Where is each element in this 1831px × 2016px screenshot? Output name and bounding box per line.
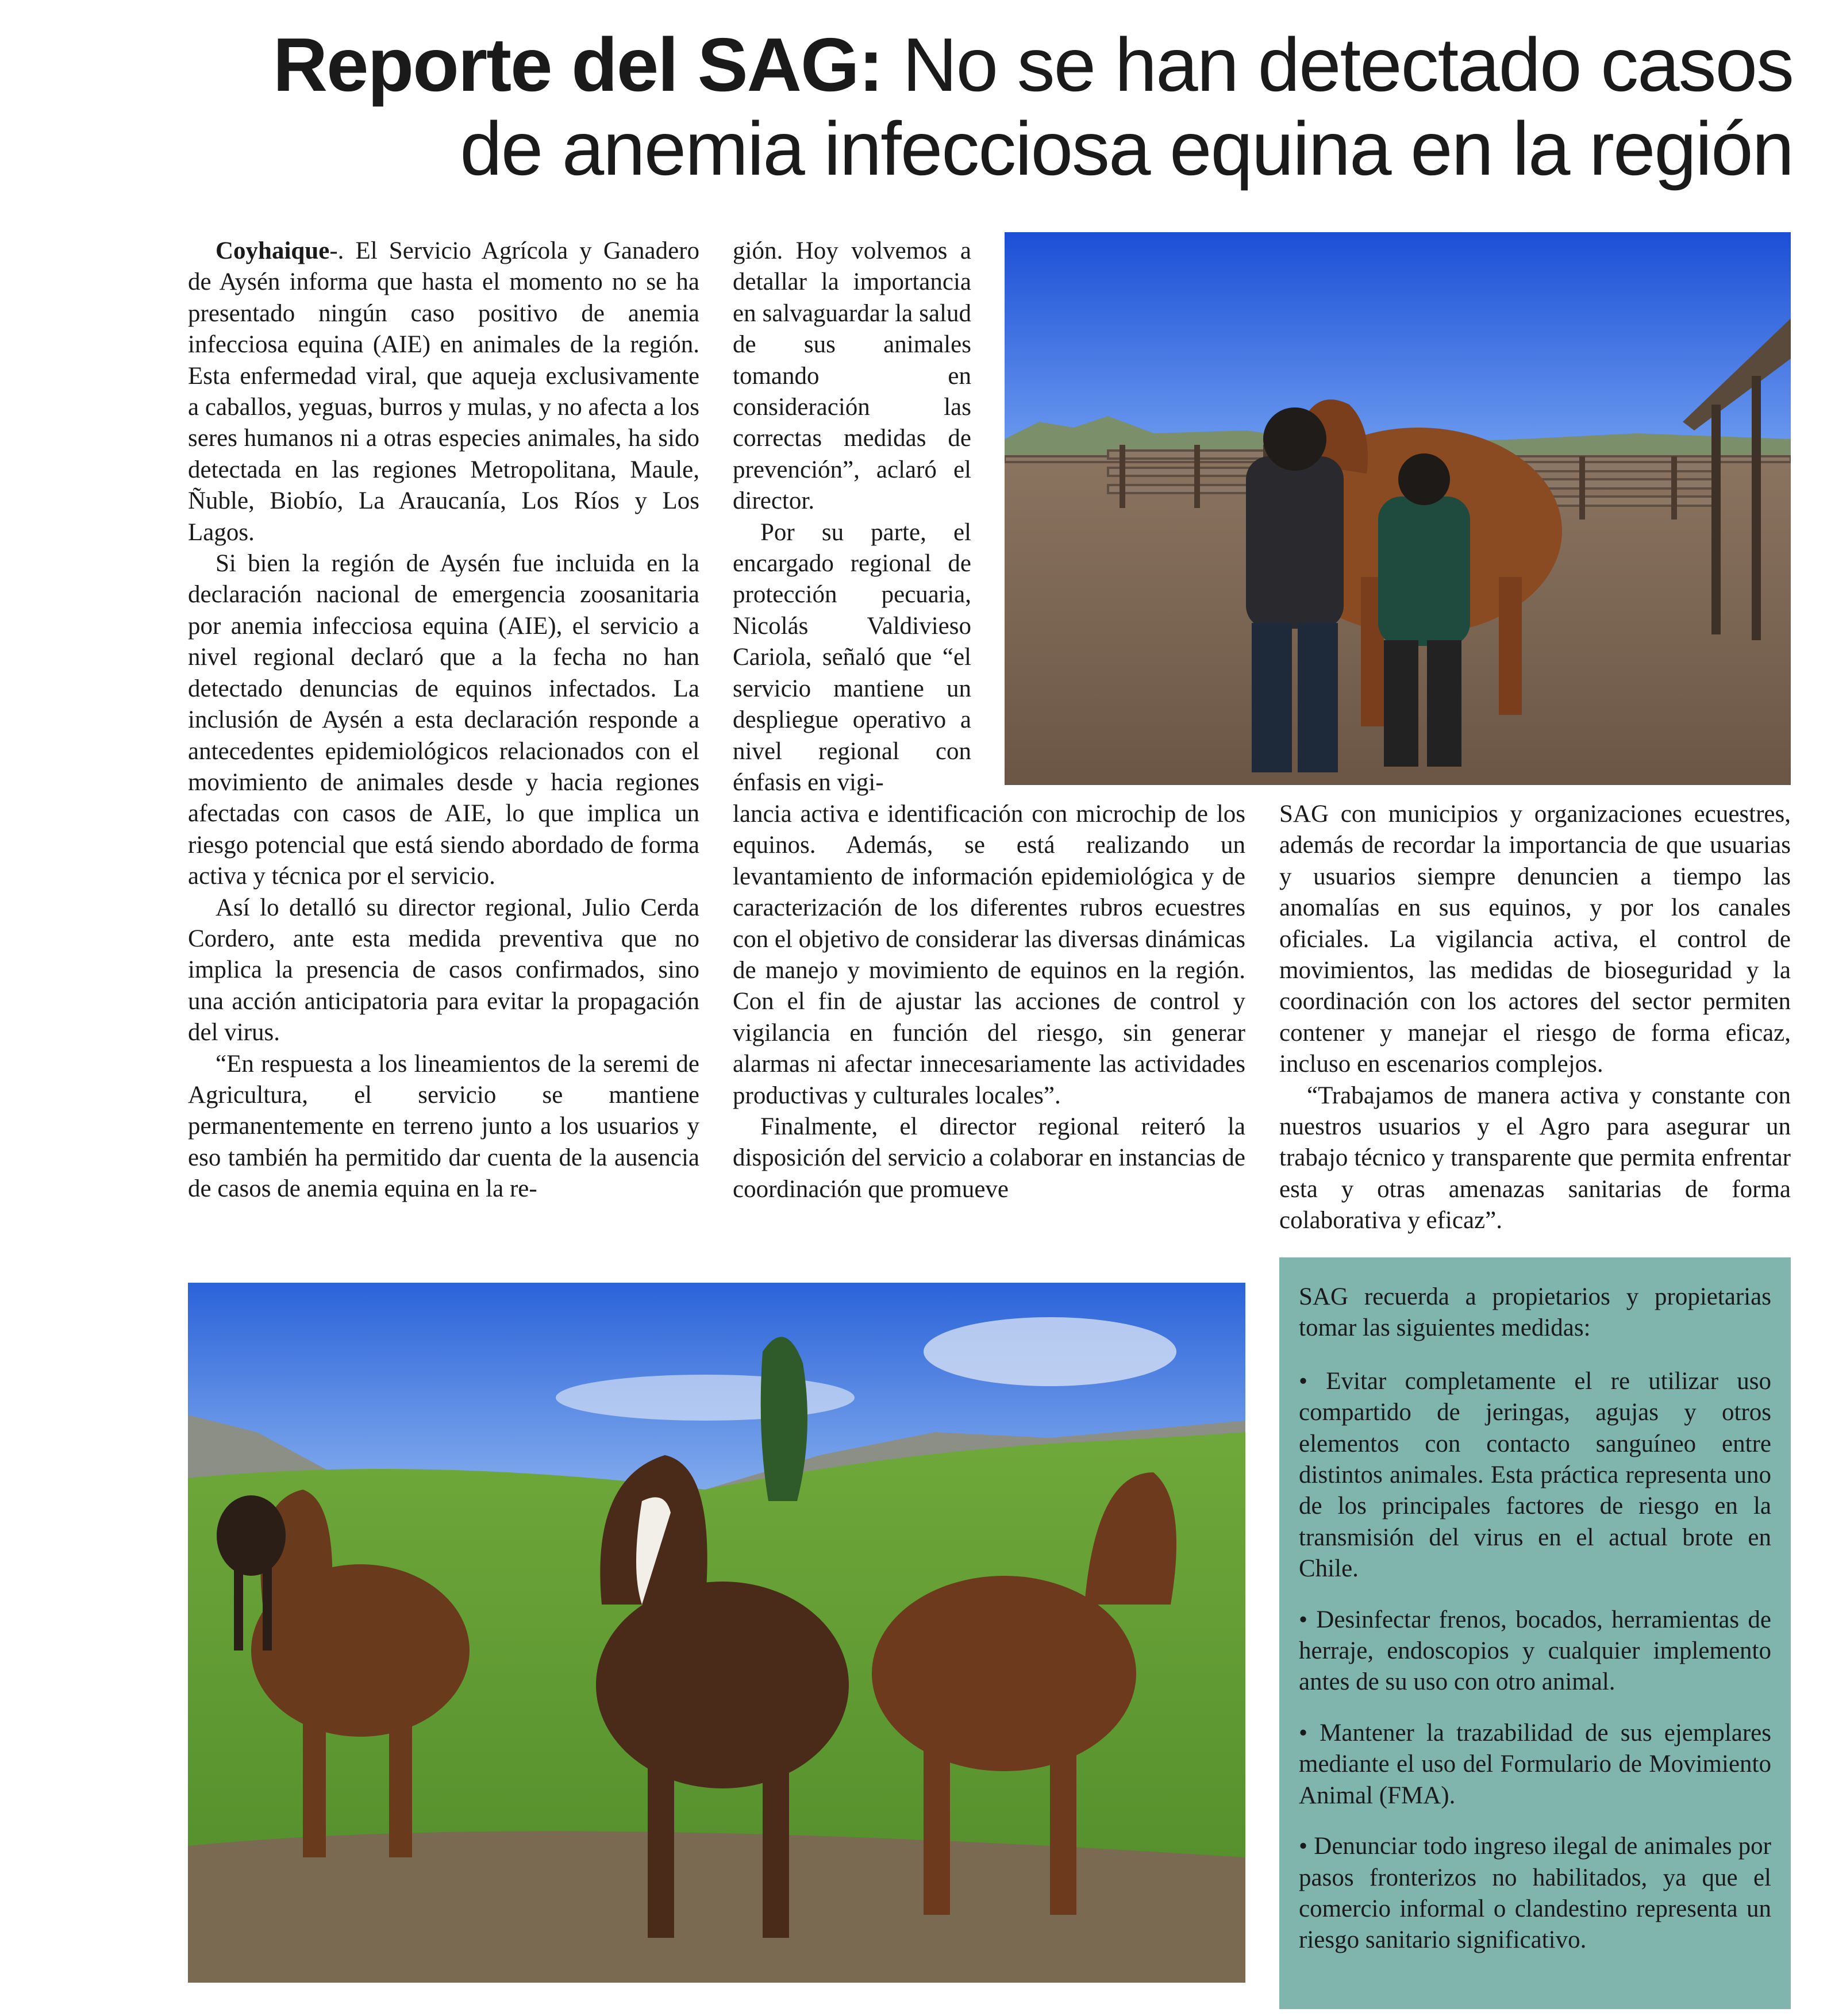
infobox-bullet-3: • Mantener la trazabilidad de sus ejemplares mediante el uso del Formulario de Movimiento Animal (FMA). <box>1299 1719 1771 1809</box>
photo-corral-inspection <box>1005 232 1791 785</box>
article-paragraph-4-continued: gión. Hoy volvemos a detallar la importancia en salvaguardar la salud de sus animales tomando en consideración las correctas medidas de prevención”, aclaró el director. <box>733 237 971 515</box>
article-column-1 <box>188 236 699 1205</box>
article-paragraph-5: Por su parte, el encargado regional de protección pecuaria, Nicolás Valdivieso Cariola, señaló que “el servicio mantiene un despliegue operativo a nivel regional con énfasis en vigi- <box>733 518 971 796</box>
article-paragraph-1-text: -. El Servicio Agrícola y Ganadero de Aysén informa que hasta el momento no se ha presentado ningún caso positivo de anemia infecciosa equina (AIE) en animales de la región. Esta enfermedad viral, que aqueja exclusivamente a caballos, yeguas, burros y mulas, y no afecta a los seres humanos ni a otras especies animales, ha sido detectada en las regiones Metropolitana, Maule, Ñuble, Biobío, La Araucanía, Los Ríos y Los Lagos. <box>188 237 699 546</box>
article-column-3 <box>1279 799 1791 1237</box>
article-column-2-top <box>733 236 971 798</box>
infobox-bullet-1: • Evitar completamente el re utilizar uso compartido de jeringas, agujas y otros elementos con contacto sanguíneo entre distintos animales. Esta práctica representa uno de los principales factores de riesgo en la transmisión del virus en el actual brote en Chile. <box>1299 1367 1771 1583</box>
article-paragraph-4: “En respuesta a los lineamientos de la seremi de Agricultura, el servicio se mantiene permanentemente en terreno junto a los usuarios y eso también ha permitido dar cuenta de la ausencia de casos de anemia equina en la re- <box>188 1050 699 1203</box>
photo-horses-illustration <box>188 1283 1245 1983</box>
headline-bold: Reporte del SAG: <box>272 22 883 107</box>
article-paragraph-7: “Trabajamos de manera activa y constante con nuestros usuarios y el Agro para asegurar un trabajo técnico y transparente que permita enfrentar esta y otras amenazas sanitarias de forma colaborativa y eficaz”. <box>1279 1082 1791 1234</box>
article-paragraph-6: Finalmente, el director regional reiteró la disposición del servicio a colaborar en instancias de coordinación que promueve <box>733 1113 1245 1203</box>
measures-infobox <box>1279 1257 1791 2009</box>
photo-horses-field <box>188 1283 1245 1983</box>
infobox-intro: SAG recuerda a propietarios y propietarias tomar las siguientes medidas: <box>1299 1283 1771 1342</box>
article-paragraph-2: Si bien la región de Aysén fue incluida en la declaración nacional de emergencia zoosanitaria por anemia infecciosa equina (AIE), el servicio a nivel regional declaró que a la fecha no han detectado denuncias de equinos infectados. La inclusión de Aysén a esta declaración responde a antecedentes epidemiológicos relacionados con el movimiento de animales desde y hacia regiones afectadas con casos de AIE, lo que implica un riesgo potencial que está siendo abordado de forma activa y técnica por el servicio. <box>188 550 699 890</box>
article-paragraph-6-continued: SAG con municipios y organizaciones ecuestres, además de recordar la importancia de que usuarias y usuarios siempre denuncien a tiempo las anomalías en sus equinos, y por los canales oficiales. La vigilancia activa, el control de movimientos, las medidas de bioseguridad y la coordinación con los actores del sector permiten contener y manejar el riesgo de forma eficaz, incluso en escenarios complejos. <box>1279 801 1791 1078</box>
article-paragraph-5-continued: lancia activa e identificación con microchip de los equinos. Además, se está realizando un levantamiento de información epidemiológica y de caracterización de los diferentes rubros ecuestres con el objetivo de considerar las diversas dinámicas de manejo y movimiento de equinos en la región. Con el fin de ajustar las acciones de control y vigilancia en función del riesgo, sin generar alarmas ni afectar innecesariamente las actividades productivas y culturales locales”. <box>733 801 1245 1109</box>
article-paragraph-3: Así lo detalló su director regional, Julio Cerda Cordero, ante esta medida preventiva que no implica la presencia de casos confirmados, sino una acción anticipatoria para evitar la propagación del virus. <box>188 894 699 1047</box>
headline-rest: No se han detectado casos de anemia infecciosa equina en la región <box>460 22 1793 191</box>
dateline: Coyhaique <box>216 237 330 264</box>
infobox-bullet-4: • Denunciar todo ingreso ilegal de animales por pasos fronterizos no habilitados, ya que el comercio informal o clandestino representa un riesgo sanitario significativo. <box>1299 1833 1771 1954</box>
infobox-bullet-2: • Desinfectar frenos, bocados, herramientas de herraje, endoscopios y cualquier implemento antes de su uso con otro animal. <box>1299 1606 1771 1696</box>
photo-corral-illustration <box>1005 232 1791 785</box>
headline <box>172 23 1793 191</box>
article-column-2-bottom <box>733 799 1245 1205</box>
article-paragraph-1 <box>188 236 699 548</box>
